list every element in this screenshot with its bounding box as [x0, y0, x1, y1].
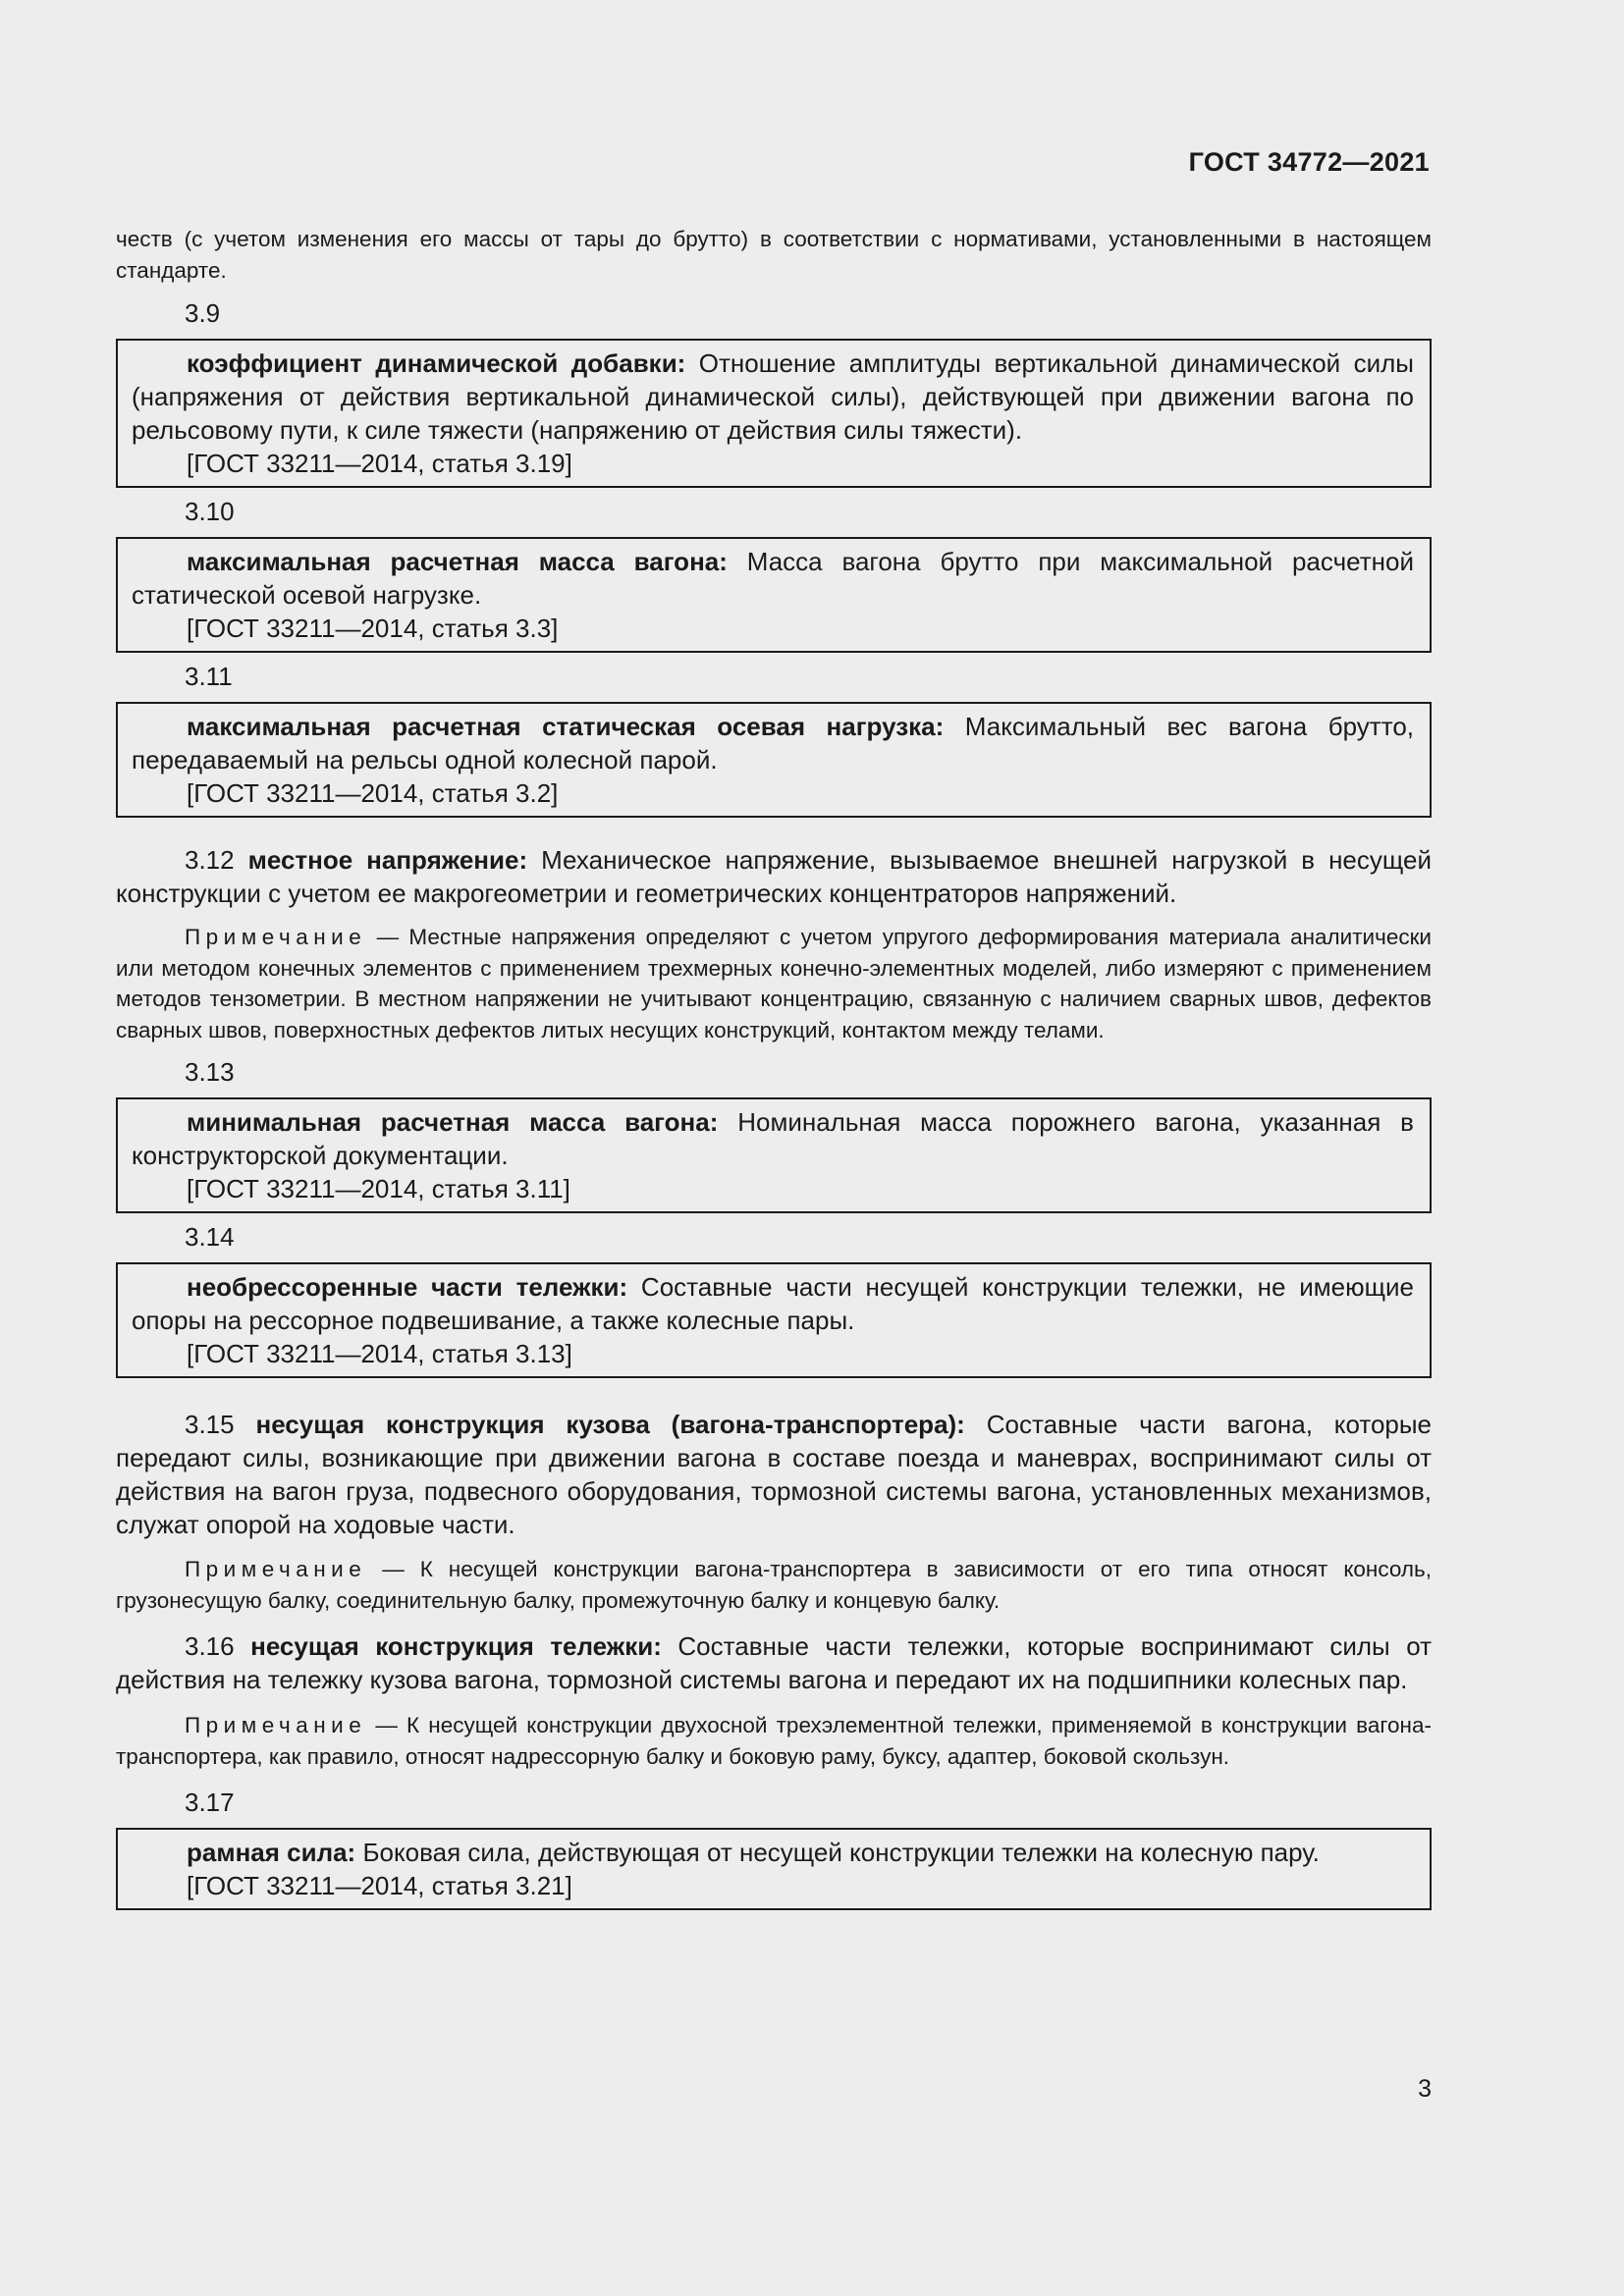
- note-label: Примечание: [185, 925, 367, 949]
- note: [116, 1710, 1432, 1772]
- term: необрессоренные части тележки:: [187, 1272, 628, 1302]
- page-content: [116, 224, 1432, 1910]
- note-label: Примечание: [185, 1713, 367, 1737]
- section-number: 3.12: [185, 845, 235, 875]
- definition: Составные части вагона, которые передают силы, возникающие при движении вагона в составе поезда и маневрах, воспринимают силы от действия на вагон груза, подвесного оборудования, тормозной системы вагона, установленных механизмов, служат опорой на ходовые части.: [116, 1410, 1433, 1539]
- standard-code: ГОСТ 34772—2021: [1188, 147, 1430, 177]
- page-number: 3: [1418, 2075, 1432, 2103]
- term: минимальная расчетная масса вагона:: [187, 1107, 719, 1137]
- note-text: — К несущей конструкции двухосной трехэлементной тележки, применяемой в конструкции вагона-транспортера, как правило, относят надрессорную балку и боковую раму, буксу, адаптер, боковой скользун.: [116, 1713, 1432, 1769]
- definition-paragraph: [116, 843, 1432, 910]
- definition: Номинальная масса порожнего вагона, указанная в конструкторской документации.: [132, 1107, 1414, 1170]
- definition: Максимальный вес вагона брутто, передаваемый на рельсы одной колесной парой.: [132, 712, 1414, 774]
- definition-box: [116, 702, 1432, 818]
- definition-text: [132, 1270, 1414, 1337]
- section-number: 3.17: [185, 1788, 235, 1817]
- definition-text: [132, 710, 1414, 776]
- intro-paragraph: честв (с учетом изменения его массы от тары до брутто) в соответствии с нормативами, установленными в настоящем стандарте.: [116, 227, 1432, 283]
- term: несущая конструкция тележки:: [250, 1631, 662, 1661]
- section-number: 3.9: [185, 298, 221, 328]
- term: несущая конструкция кузова (вагона-транспортера):: [255, 1410, 965, 1439]
- note-text: — Местные напряжения определяют с учетом упругого деформирования материала аналитически или методом конечных элементов с применением трехмерных конечно-элементных моделей, либо измеряют с применением методов тензометрии. В местном напряжении не учитывают концентрацию, связанную с наличием сварных швов, дефектов сварных швов, поверхностных дефектов литых несущих конструкций, контактом между телами.: [116, 925, 1432, 1042]
- definition-text: [132, 1105, 1414, 1172]
- definition: Отношение амплитуды вертикальной динамической силы (напряжения от действия вертикальной динамической силы), действующей при движении вагона по рельсовому пути, к силе тяжести (напряжению от действия силы тяжести).: [132, 348, 1414, 445]
- definition-box: [116, 1828, 1432, 1910]
- note: [116, 922, 1432, 1045]
- section-number: 3.16: [185, 1631, 235, 1661]
- note: [116, 1554, 1432, 1616]
- definition-text: [132, 347, 1414, 447]
- section-number: 3.11: [185, 662, 233, 691]
- reference: [ГОСТ 33211—2014, статья 3.11]: [187, 1174, 570, 1203]
- term: рамная сила:: [187, 1838, 356, 1867]
- term: максимальная расчетная статическая осевая нагрузка:: [187, 712, 945, 741]
- definition-text: [132, 1836, 1414, 1869]
- definition: Составные части тележки, которые воспринимают силы от действия на тележку кузова вагона, тормозной системы вагона и передают их на подшипники колесных пар.: [116, 1631, 1432, 1694]
- reference: [ГОСТ 33211—2014, статья 3.3]: [187, 614, 559, 643]
- reference: [ГОСТ 33211—2014, статья 3.13]: [187, 1339, 572, 1368]
- section-number: 3.15: [185, 1410, 235, 1439]
- definition-box: [116, 537, 1432, 653]
- term: местное напряжение:: [247, 845, 528, 875]
- note-text: — К несущей конструкции вагона-транспортера в зависимости от его типа относят консоль, грузонесущую балку, соединительную балку, промежуточную балку и концевую балку.: [116, 1557, 1432, 1613]
- reference: [ГОСТ 33211—2014, статья 3.19]: [187, 449, 572, 478]
- reference: [ГОСТ 33211—2014, статья 3.2]: [187, 778, 559, 808]
- reference: [ГОСТ 33211—2014, статья 3.21]: [187, 1871, 572, 1900]
- definition-box: [116, 1097, 1432, 1213]
- section-number: 3.14: [185, 1222, 235, 1252]
- term: коэффициент динамической добавки:: [187, 348, 686, 378]
- section-number: 3.10: [185, 497, 235, 526]
- definition-paragraph: [116, 1629, 1432, 1696]
- section-number: 3.13: [185, 1057, 235, 1087]
- definition-paragraph: [116, 1408, 1432, 1541]
- definition: Боковая сила, действующая от несущей конструкции тележки на колесную пару.: [362, 1838, 1320, 1867]
- term: максимальная расчетная масса вагона:: [187, 547, 728, 576]
- note-label: Примечание: [185, 1557, 367, 1581]
- definition-text: [132, 545, 1414, 612]
- definition: Механическое напряжение, вызываемое внешней нагрузкой в несущей конструкции с учетом ее макрогеометрии и геометрических концентраторов напряжений.: [116, 845, 1432, 908]
- definition: Масса вагона брутто при максимальной расчетной статической осевой нагрузке.: [132, 547, 1414, 610]
- definition: Составные части несущей конструкции тележки, не имеющие опоры на рессорное подвешивание, а также колесные пары.: [132, 1272, 1414, 1335]
- definition-box: [116, 1262, 1432, 1378]
- definition-box: [116, 339, 1432, 488]
